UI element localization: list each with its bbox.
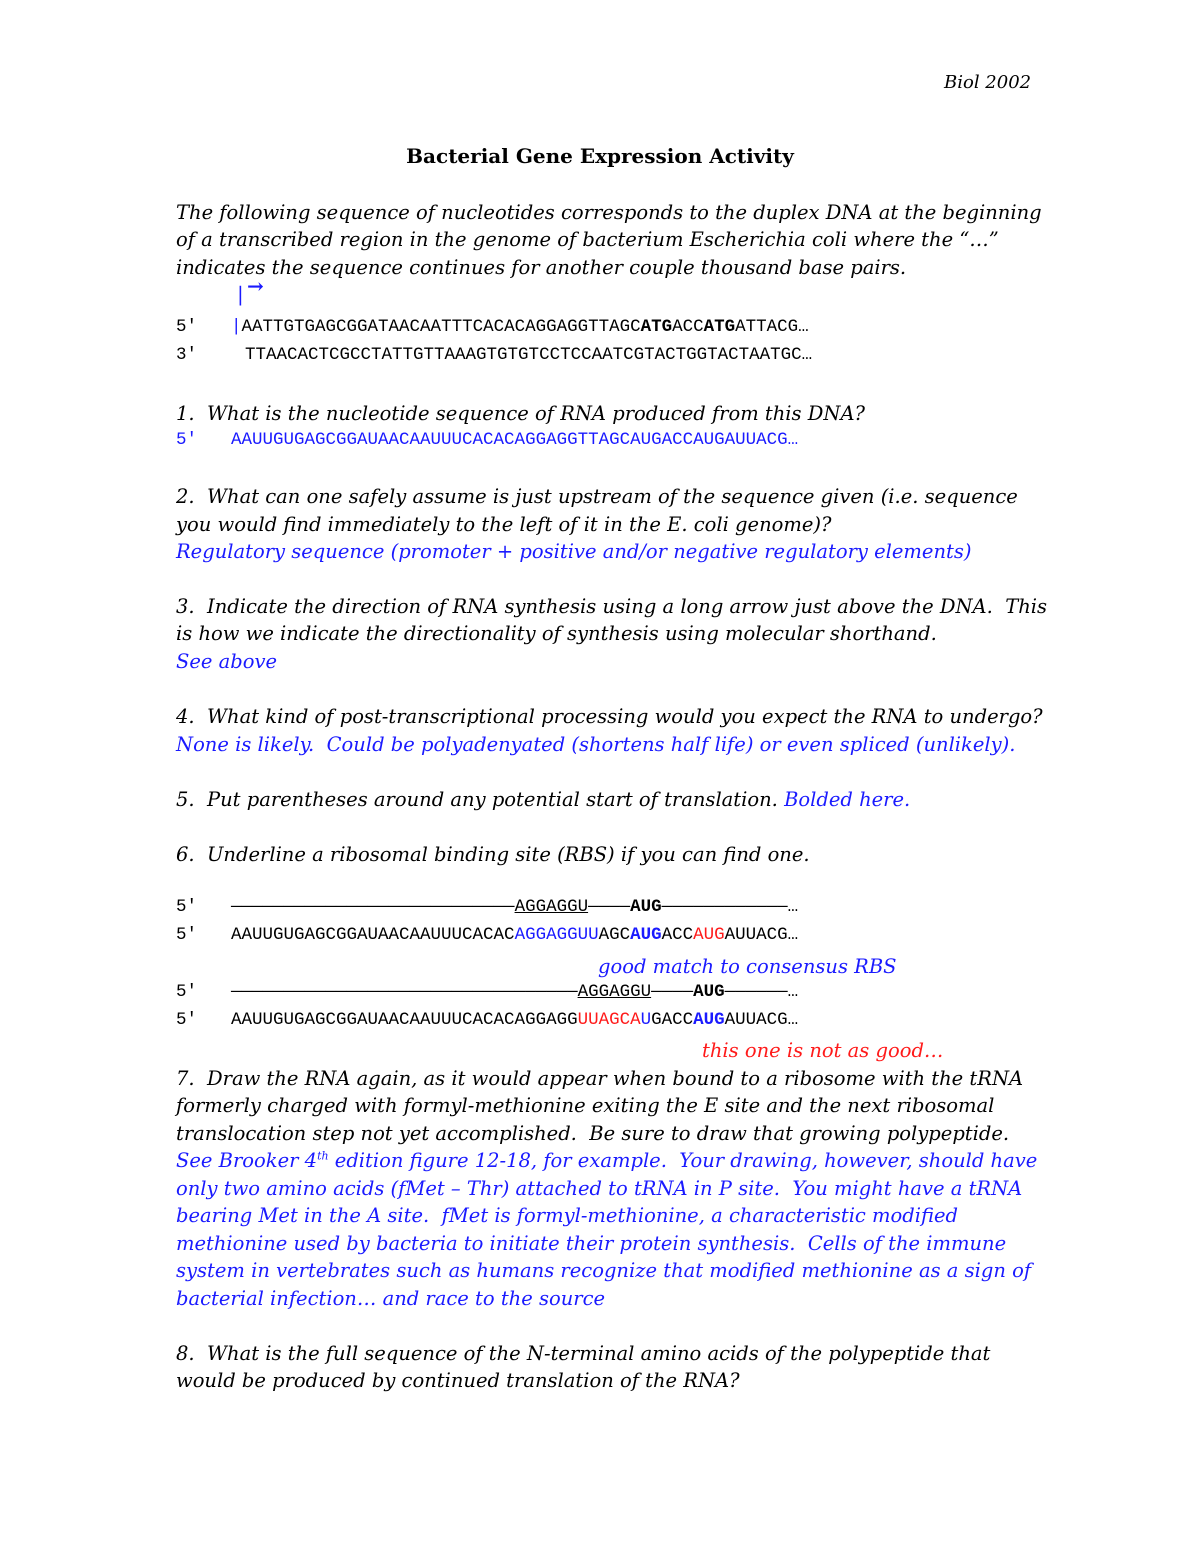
consensus-2-dashes-b: ———— [651, 982, 694, 1002]
consensus-2-dashes-a: ————————————————————————————————— [231, 982, 578, 1002]
rna-1-seq-a: AAUUGUGAGCGGAUAACAAUUUCACAC [231, 925, 515, 945]
rna-1-seq-d: AUUACG… [724, 925, 799, 945]
dna-bottom-seq: TTAACACTCGCCTATTGTTAAAGTGTGTCCTCCAATCGTACTGGTACTAATGC… [245, 345, 813, 365]
transcription-start-bar: | [237, 282, 244, 306]
intro-line-1: The following sequence of nucleotides corresponds to the duplex DNA at the beginning [176, 201, 1042, 224]
consensus-1-aug: AUG [630, 897, 662, 917]
consensus-2-end: 5′ [176, 982, 198, 1002]
rna-2-start-codon: AUG [693, 1010, 725, 1030]
dna-top-start-codon-1: ATG [640, 317, 673, 337]
rna-2-rbs: UUAGCA [577, 1010, 641, 1030]
question-7-line-1: 7. Draw the RNA again, as it would appear when bound to a ribosome with the tRNA [176, 1067, 1024, 1090]
consensus-1-dashes-b: ———— [588, 897, 631, 917]
answer-4: None is likely. Could be polyadenyated (shortens half life) or even spliced (unlikely). [176, 733, 1016, 756]
rna-1-start-codon: AUG [630, 925, 662, 945]
question-3-line-1: 3. Indicate the direction of RNA synthesis using a long arrow just above the DNA. This [176, 595, 1048, 618]
question-3-line-2: is how we indicate the directionality of synthesis using molecular shorthand. [176, 622, 937, 645]
answer-7-post: edition figure 12-18, for example. Your drawing, however, should have [328, 1149, 1038, 1172]
course-header: Biol 2002 [944, 72, 1032, 93]
rna-2-end: 5′ [176, 1010, 198, 1030]
answer-7-line-6: bacterial infection… and race to the source [176, 1287, 606, 1310]
dna-top-seq-2: ACC [672, 317, 704, 337]
answer-7-sup: th [317, 1149, 329, 1163]
answer-5: Bolded here. [784, 788, 911, 811]
consensus-2-aug: AUG [693, 982, 725, 1002]
rna-1-seq-b: AGC [598, 925, 631, 945]
consensus-2-rbs: AGGAGGU [577, 982, 652, 1002]
consensus-2-dashes-c: ——————… [724, 982, 799, 1002]
dna-bottom-strand [176, 345, 812, 365]
note-not-as-good: this one is not as good… [702, 1039, 944, 1062]
rna-1-rbs: AGGAGGUU [514, 925, 599, 945]
dna-top-end: 5′ [176, 317, 198, 337]
question-5 [176, 788, 910, 811]
rna-2-seq-a: AAUUGUGAGCGGAUAACAAUUUCACACAGGAGG [231, 1010, 578, 1030]
consensus-1-dashes-a: ——————————————————————————— [231, 897, 515, 917]
question-8-line-2: would be produced by continued translation of the RNA? [176, 1369, 740, 1392]
answer-1 [176, 430, 798, 450]
answer-2: Regulatory sequence (promoter + positive and/or negative regulatory elements) [176, 540, 972, 563]
rna-line-2 [176, 1010, 798, 1030]
answer-7-line-3: bearing Met in the A site. fMet is formyl-methionine, a characteristic modified [176, 1204, 959, 1227]
consensus-1-rbs: AGGAGGU [514, 897, 589, 917]
answer-3: See above [176, 650, 278, 673]
question-5-text: 5. Put parentheses around any potential start of translation. [176, 788, 778, 811]
dna-bottom-end: 3′ [176, 345, 198, 365]
rna-line-1 [176, 925, 798, 945]
answer-7-line-1 [176, 1149, 1037, 1172]
rna-1-end: 5′ [176, 925, 198, 945]
answer-7-line-5: system in vertebrates such as humans recognize that modified methionine as a sign of [176, 1259, 1032, 1282]
question-2-line-1: 2. What can one safely assume is just upstream of the sequence given (i.e. sequence [176, 485, 1018, 508]
rna-1-alt-codon: AUG [693, 925, 725, 945]
question-2-line-2: you would find immediately to the left of it in the E. coli genome)? [176, 513, 832, 536]
answer-7-line-2: only two amino acids (fMet – Thr) attached to tRNA in P site. You might have a tRNA [176, 1177, 1023, 1200]
dna-top-start-codon-2: ATG [703, 317, 736, 337]
rna-2-seq-d: AUUACG… [724, 1010, 799, 1030]
transcription-arrow-icon: → [247, 274, 264, 298]
answer-1-end: 5′ [176, 430, 198, 450]
intro-line-2: of a transcribed region in the genome of bacterium Escherichia coli where the “…” [176, 228, 999, 251]
answer-1-seq: AAUUGUGAGCGGAUAACAAUUUCACACAGGAGGTTAGCAUGACCAUGAUUACG… [231, 430, 799, 450]
consensus-1-end: 5′ [176, 897, 198, 917]
question-7-line-2: formerly charged with formyl-methionine exiting the E site and the next ribosomal [176, 1094, 995, 1117]
question-1: 1. What is the nucleotide sequence of RNA produced from this DNA? [176, 402, 865, 425]
question-4: 4. What kind of post-transcriptional processing would you expect the RNA to undergo? [176, 705, 1043, 728]
dna-top-seq-3: ATTACG… [735, 317, 809, 337]
rna-1-seq-c: ACC [661, 925, 694, 945]
note-good-match: good match to consensus RBS [598, 955, 897, 978]
rna-2-seq-b: U [640, 1010, 652, 1030]
question-7-line-3: translocation step not yet accomplished. Be sure to draw that growing polypeptide. [176, 1122, 1010, 1145]
answer-7-line-4: methionine used by bacteria to initiate their protein synthesis. Cells of the immune [176, 1232, 1007, 1255]
consensus-line-2 [176, 982, 798, 1002]
answer-7-pre: See Brooker 4 [176, 1149, 318, 1172]
dna-top-strand [176, 317, 809, 337]
intro-line-3: indicates the sequence continues for another couple thousand base pairs. [176, 256, 907, 279]
question-8-line-1: 8. What is the full sequence of the N-terminal amino acids of the polypeptide that [176, 1342, 991, 1365]
rna-2-seq-c: GACC [651, 1010, 694, 1030]
dna-top-seq-1: AATTGTGAGCGGATAACAATTTCACACAGGAGGTTAGC [241, 317, 641, 337]
dna-top-start-bar: | [231, 317, 242, 337]
page-title: Bacterial Gene Expression Activity [406, 144, 794, 168]
question-6: 6. Underline a ribosomal binding site (RBS) if you can find one. [176, 843, 810, 866]
consensus-line-1 [176, 897, 798, 917]
consensus-1-dashes-c: ————————————… [661, 897, 799, 917]
